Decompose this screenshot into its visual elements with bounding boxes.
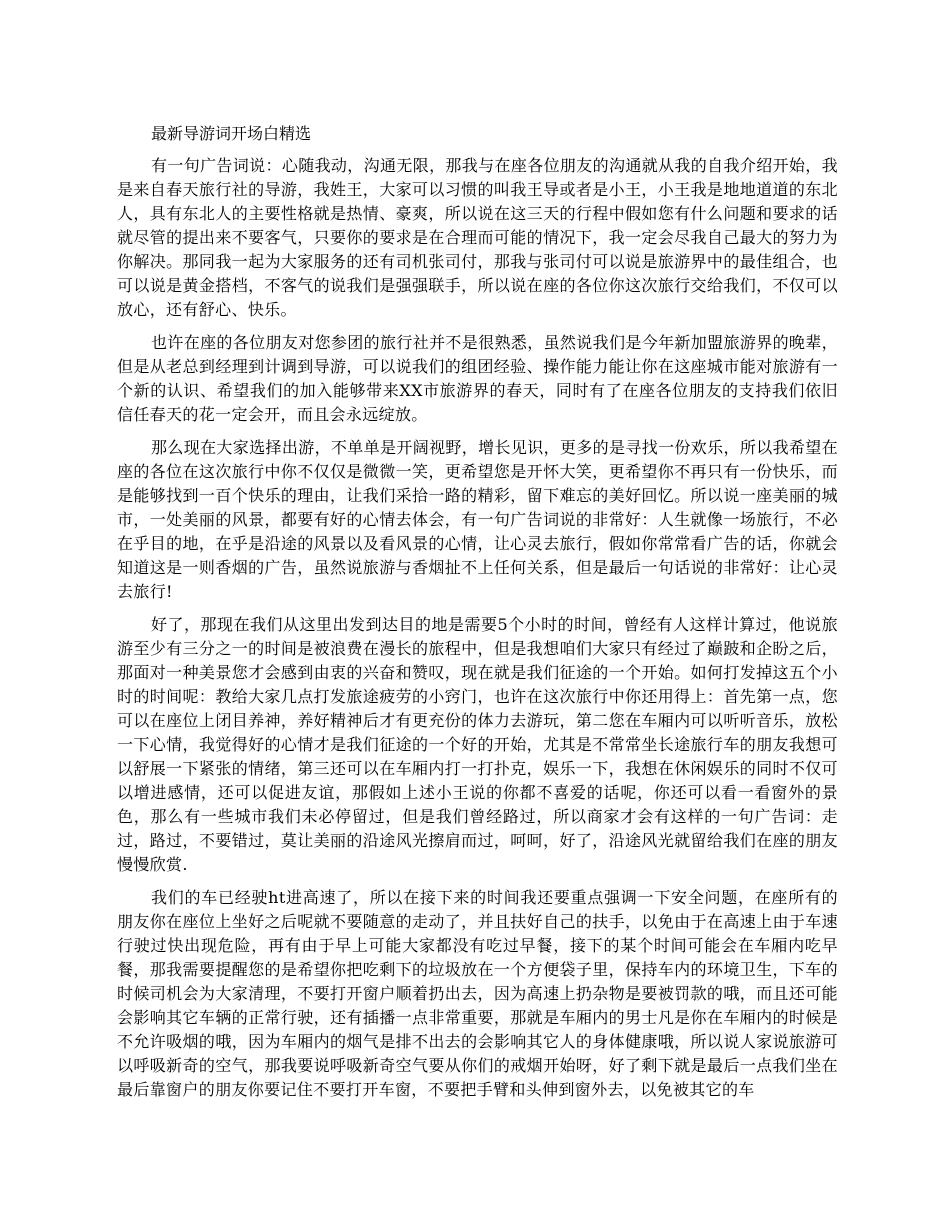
paragraph-journey-tips: 好了，那现在我们从这里出发到达目的地是需要5个小时的时间，曾经有人这样计算过，他说旅游至少有三分之一的时间是被浪费在漫长的旅程中，但是我想咱们大家只有经过了巅跛和企盼之后，那面对一种美景您才会感到由衷的兴奋和赞叹，现在就是我们征途的一个开始。如何打发掉这五个小时的时间呢：教给大家几点打发旅途疲劳的小窍门，也许在这次旅行中你还用得上：首先第一点，您可以在座位上闭目养神，养好精神后才有更充份的体力去游玩，第二您在车厢内可以听听音乐，放松一下心情，我觉得好的心情才是我们征途的一个好的开始，尤其是不常常坐长途旅行车的朋友我想可以舒展一下紧张的情绪，第三还可以在车厢内打一打扑克，娱乐一下，我想在休闲娱乐的同时不仅可以增进感情，还可以促进友谊，那假如上述小王说的你都不喜爱的话呢，你还可以看一看窗外的景色，那么有一些城市我们未必停留过，但是我们曾经路过，所以商家才会有这样的一句广告词：走过，路过，不要错过，莫让美丽的沿途风光擦肩而过，呵呵，好了，沿途风光就留给我们在座的朋友慢慢欣赏. <box>117 615 838 874</box>
document-title: 最新导游词开场白精选 <box>151 124 312 143</box>
paragraph-agency: 也许在座的各位朋友对您参团的旅行社并不是很熟悉，虽然说我们是今年新加盟旅游界的晚辈，但是从老总到经理到计调到导游，可以说我们的组团经验、操作能力能让你在这座城市能对旅游有一个新的认识、希望我们的加入能够带来XX市旅游界的春天，同时有了在座各位朋友的支持我们依旧信任春天的花一定会开，而且会永远绽放。 <box>117 333 838 424</box>
paragraph-safety: 我们的车已经驶ht进高速了，所以在接下来的时间我还要重点强调一下安全问题，在座所有的朋友你在座位上坐好之后呢就不要随意的走动了，并且扶好自己的扶手，以免由于在高速上由于车速行驶过快出现危险，再有由于早上可能大家都没有吃过早餐，接下的某个时间可能会在车厢内吃早餐，那我需要提醒您的是希望你把吃剩下的垃圾放在一个方便袋子里，保持车内的环境卫生，下车的时候司机会为大家清理，不要打开窗户顺着扔出去，因为高速上扔杂物是要被罚款的哦，而且还可能会影响其它车辆的正常行驶，还有插播一点非常重要，那就是车厢内的男士凡是你在车厢内的时候是不允许吸烟的哦，因为车厢内的烟气是排不出去的会影响其它人的身体健康哦，所以说人家说旅游可以呼吸新奇的空气，那我要说呼吸新奇空气要从你们的戒烟开始呀，好了剩下就是最后一点我们坐在最后靠窗户的朋友你要记住不要打开车窗，不要把手臂和头伸到窗外去，以免被其它的车 <box>117 888 838 1099</box>
document-page <box>117 122 838 1111</box>
paragraph-travel-mood: 那么现在大家选择出游，不单单是开阔视野，增长见识，更多的是寻找一份欢乐，所以我希望在座的各位在这次旅行中你不仅仅是微微一笑，更希望您是开怀大笑，更希望你不再只有一份快乐，而是能够找到一百个快乐的理由，让我们采拾一路的精彩，留下难忘的美好回忆。所以说一座美丽的城市，一处美丽的风景，都要有好的心情去体会，有一句广告词说的非常好：人生就像一场旅行，不必在乎目的地，在乎是沿途的风景以及看风景的心情，让心灵去旅行，假如你常常看广告的话，你就会知道这是一则香烟的广告，虽然说旅游与香烟扯不上任何关系，但是最后一句话说的非常好：让心灵去旅行! <box>117 438 838 601</box>
paragraph-intro: 有一句广告词说：心随我动，沟通无限，那我与在座各位朋友的沟通就从我的自我介绍开始，我是来自春天旅行社的导游，我姓王，大家可以习惯的叫我王导或者是小王，小王我是地地道道的东北人，具有东北人的主要性格就是热情、豪爽，所以说在这三天的行程中假如您有什么问题和要求的话就尽管的提出来不要客气，只要你的要求是在合理而可能的情况下，我一定会尽我自己最大的努力为你解决。那同我一起为大家服务的还有司机张司付，那我与张司付可以说是旅游界中的最佳组合，也可以说是黄金搭档，不客气的说我们是强强联手，所以说在座的各位你这次旅行交给我们，不仅可以放心，还有舒心、快乐。 <box>117 156 838 319</box>
